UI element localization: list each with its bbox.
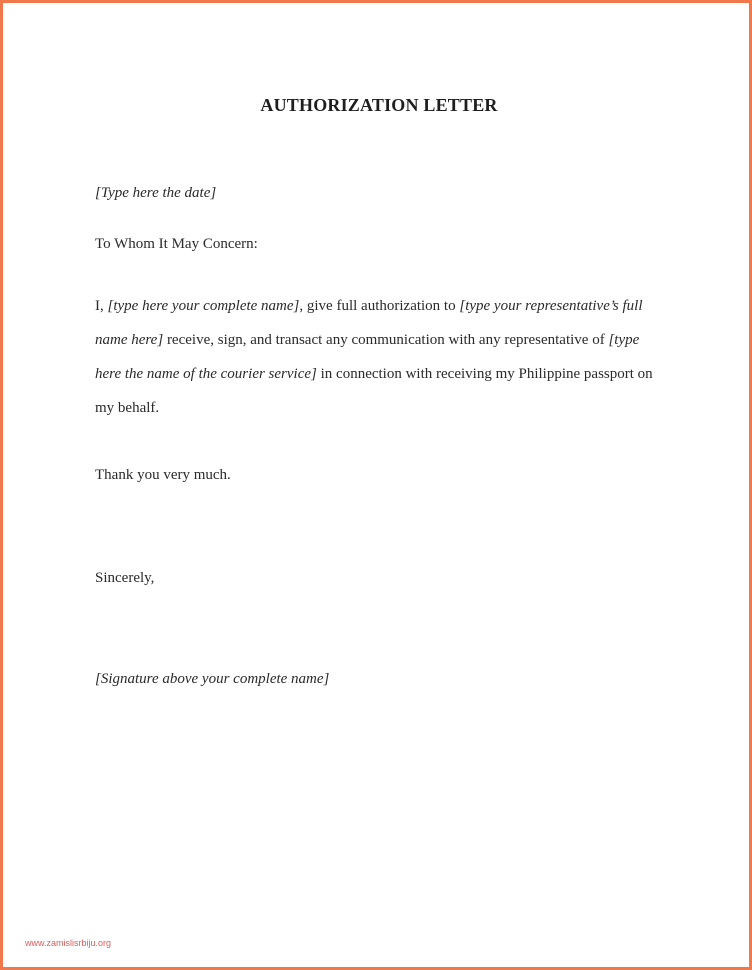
text-segment: , give full authorization to — [299, 298, 460, 314]
thank-you-line: Thank you very much. — [95, 467, 231, 483]
text-segment: in connection with receiving my Philippine passport on — [316, 366, 653, 382]
paragraph-line — [95, 296, 675, 330]
complete-name-placeholder: [type here your complete name] — [107, 298, 300, 314]
letter-title: AUTHORIZATION LETTER — [260, 95, 498, 115]
paragraph-line — [95, 398, 675, 432]
paragraph-line — [95, 364, 675, 398]
courier-placeholder: here the name of the courier service] — [95, 366, 317, 382]
representative-name-placeholder-end: name here] — [95, 332, 164, 348]
courier-placeholder-start: [type — [608, 332, 640, 348]
text-segment: I, — [95, 298, 108, 314]
representative-name-placeholder: [type your representative’s full — [459, 298, 643, 314]
signature-placeholder: [Signature above your complete name] — [95, 671, 330, 687]
closing: Sincerely, — [95, 570, 155, 586]
watermark: www.zamislisrbiju.org — [25, 938, 112, 948]
text-segment: my behalf. — [95, 400, 160, 416]
authorization-paragraph — [95, 296, 675, 432]
salutation: To Whom It May Concern: — [95, 236, 258, 252]
date-placeholder: [Type here the date] — [95, 185, 217, 201]
text-segment: receive, sign, and transact any communication with any representative of — [163, 332, 609, 348]
paragraph-line — [95, 330, 675, 364]
